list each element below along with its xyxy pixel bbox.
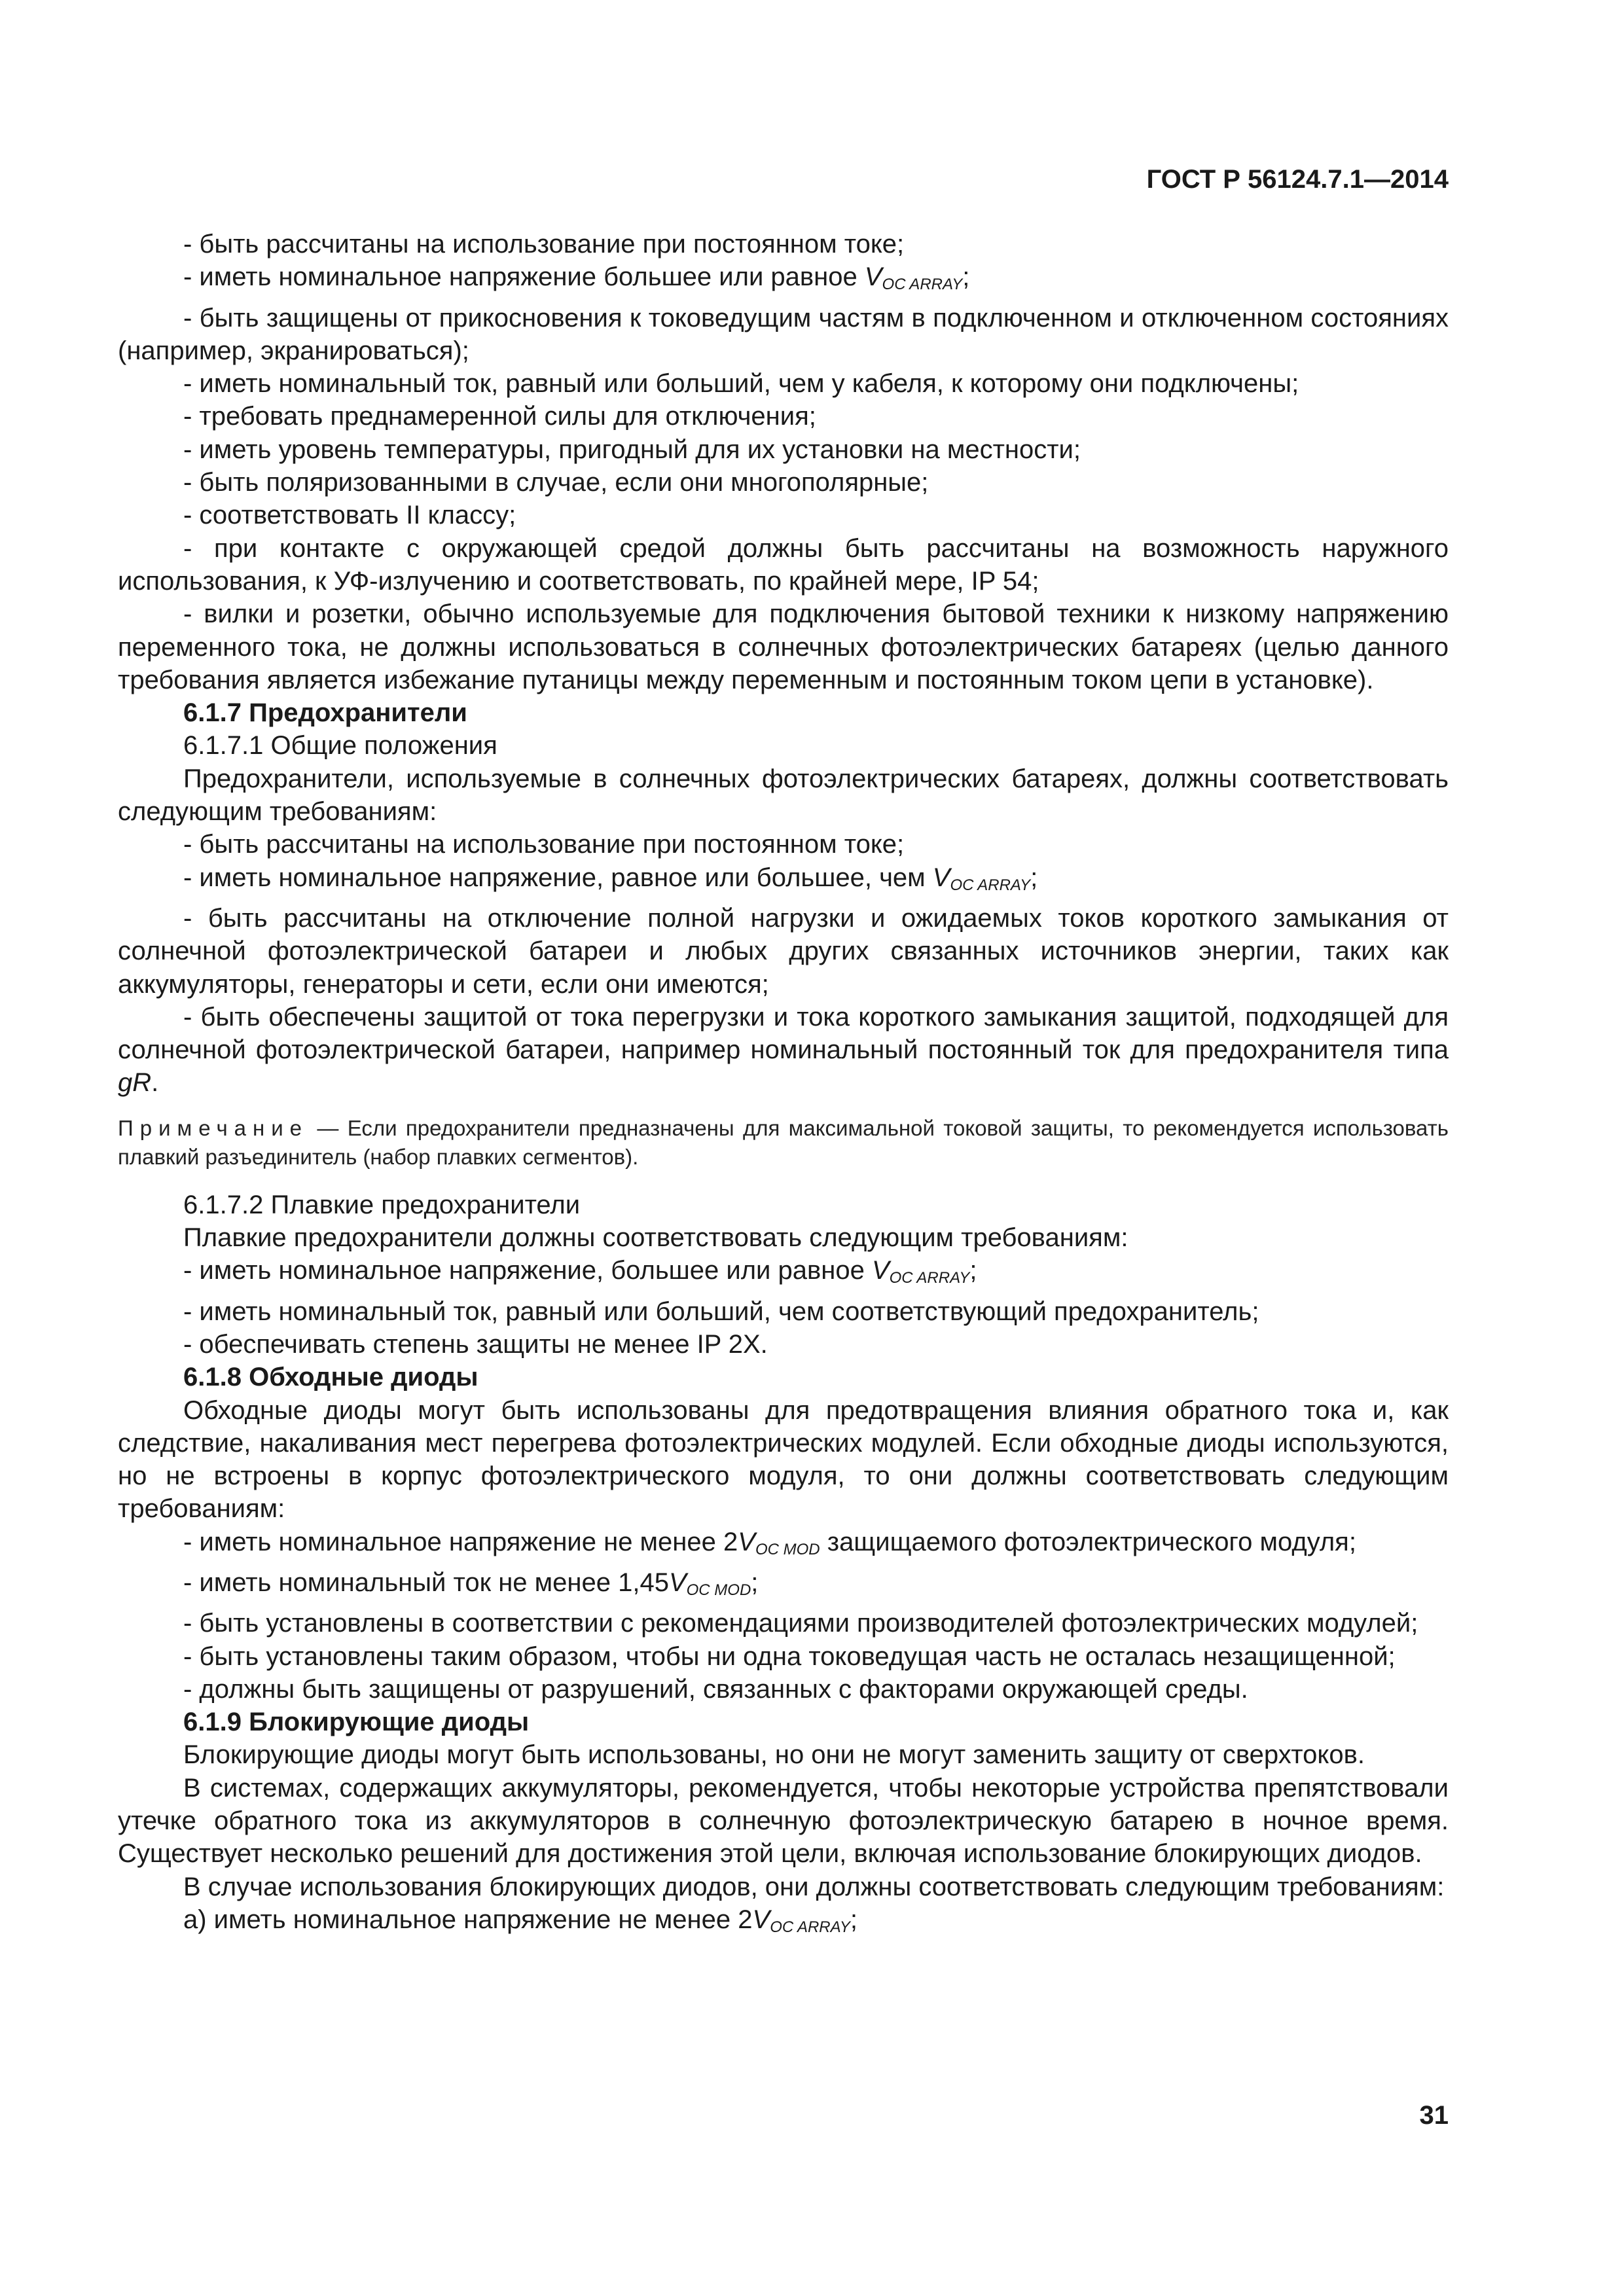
section-heading-6-1-8: 6.1.8 Обходные диоды (183, 1363, 478, 1392)
paragraph: Обходные диоды могут быть использованы для предотвращения влияния обратного тока и, как следствие, накаливания мест перегрева фотоэлектрических модулей. Если обходные диоды используются, но не встроены в корпус фотоэлектрического модуля, то они должны соответствовать следующим требованиям: (118, 1395, 1449, 1524)
note-block (118, 1100, 1449, 1189)
paragraph: В случае использования блокирующих диодов, они должны соответствовать следующим требованиям: (183, 1872, 1445, 1901)
paragraph: - быть установлены таким образом, чтобы ни одна токоведущая часть не осталась незащищенной; (183, 1641, 1396, 1671)
paragraph: - иметь номинальное напряжение, большее или равное $V_{OC ARRAY}$; (183, 1256, 977, 1287)
paragraph: - иметь номинальный ток не менее $1,45V_{OC MOD}$; (183, 1568, 759, 1599)
paragraph: - быть установлены в соответствии с рекомендациями производителей фотоэлектрических модулей; (183, 1609, 1418, 1638)
paragraph: Блокирующие диоды могут быть использованы, но они не могут заменить защиту от сверхтоков. (183, 1740, 1365, 1770)
paragraph: - иметь номинальный ток, равный или больший, чем у кабеля, к которому они подключены; (183, 369, 1299, 399)
voc-array-symbol: $V_{OC ARRAY}$ (752, 1905, 850, 1936)
voc-mod-symbol: $V_{OC MOD}$ (668, 1568, 751, 1599)
paragraph: - быть рассчитаны на использование при постоянном токе; (183, 230, 905, 259)
page-body (118, 228, 1449, 1944)
paragraph: - иметь номинальное напряжение, равное или большее, чем $V_{OC ARRAY}$; (183, 863, 1038, 894)
fuse-type-symbol: gR (118, 1068, 152, 1098)
paragraph: - быть поляризованными в случае, если они многополярные; (183, 468, 929, 497)
paragraph: - быть обеспечены защитой от тока перегрузки и тока короткого замыкания защитой, подходящей для солнечной фотоэлектрической батареи, например номинальный постоянный ток для предохранителя типа gR. (118, 1002, 1449, 1098)
paragraph: - иметь номинальный ток, равный или больший, чем соответствующий предохранитель; (183, 1297, 1259, 1326)
subsection-heading-6-1-7-1: 6.1.7.1 Общие положения (183, 731, 497, 761)
voc-array-symbol: $V_{OC ARRAY}$ (871, 1256, 970, 1287)
paragraph: - быть рассчитаны на отключение полной нагрузки и ожидаемых токов короткого замыкания от солнечной фотоэлектрической батареи и любых других связанных источников энергии, таких как аккумуляторы, генераторы и сети, если они имеются; (118, 903, 1449, 999)
paragraph: - быть защищены от прикосновения к токоведущим частям в подключенном и отключенном состояниях (например, экранироваться); (118, 303, 1449, 365)
page-number: 31 (1419, 2101, 1449, 2130)
document-header: ГОСТ Р 56124.7.1—2014 (1146, 165, 1449, 194)
paragraph: - иметь номинальное напряжение большее или равное $V_{OC ARRAY}$; (183, 262, 970, 294)
voc-mod-symbol: $V_{OC MOD}$ (738, 1527, 820, 1558)
section-heading-6-1-9: 6.1.9 Блокирующие диоды (183, 1708, 530, 1737)
paragraph: В системах, содержащих аккумуляторы, рекомендуется, чтобы некоторые устройства препятствовали утечке обратного тока из аккумуляторов в солнечную фотоэлектрическую батарею в ночное время. Существует несколько решений для достижения этой цели, включая использование блокирующих диодов. (118, 1773, 1449, 1869)
note-label: Примечание (118, 1115, 309, 1140)
paragraph: - иметь уровень температуры, пригодный для их установки на местности; (183, 435, 1081, 464)
note-text: — Если предохранители предназначены для максимальной токовой защиты, то рекомендуется использовать плавкий разъединитель (набор плавких сегментов). (118, 1115, 1449, 1169)
paragraph: - иметь номинальное напряжение не менее $2V_{OC MOD}$ защищаемого фотоэлектрического модуля; (183, 1527, 1356, 1558)
note (118, 1114, 1449, 1172)
paragraph: - вилки и розетки, обычно используемые для подключения бытовой техники к низкому напряжению переменного тока, не должны использоваться в солнечных фотоэлектрических батареях (целью данного требования является избежание путаницы между переменным и постоянным током цепи в установке). (118, 600, 1449, 694)
paragraph: - обеспечивать степень защиты не менее IP 2X. (183, 1329, 768, 1359)
paragraph: а) иметь номинальное напряжение не менее $2V_{OC ARRAY}$; (183, 1905, 857, 1936)
paragraph: - должны быть защищены от разрушений, связанных с факторами окружающей среды. (183, 1674, 1248, 1704)
paragraph: - соответствовать II классу; (183, 501, 516, 530)
paragraph: - требовать преднамеренной силы для отключения; (183, 402, 816, 431)
paragraph: Предохранители, используемые в солнечных фотоэлектрических батареях, должны соответствовать следующим требованиям: (118, 764, 1449, 827)
section-heading-6-1-7: 6.1.7 Предохранители (183, 698, 467, 728)
paragraph: Плавкие предохранители должны соответствовать следующим требованиям: (183, 1223, 1128, 1253)
voc-array-symbol: $V_{OC ARRAY}$ (864, 262, 963, 294)
paragraph: - при контакте с окружающей средой должны быть рассчитаны на возможность наружного использования, к УФ-излучению и соответствовать, по крайней мере, IP 54; (118, 533, 1449, 596)
voc-array-symbol: $V_{OC ARRAY}$ (932, 863, 1031, 894)
paragraph: - быть рассчитаны на использование при постоянном токе; (183, 830, 905, 859)
subsection-heading-6-1-7-2: 6.1.7.2 Плавкие предохранители (183, 1190, 581, 1219)
